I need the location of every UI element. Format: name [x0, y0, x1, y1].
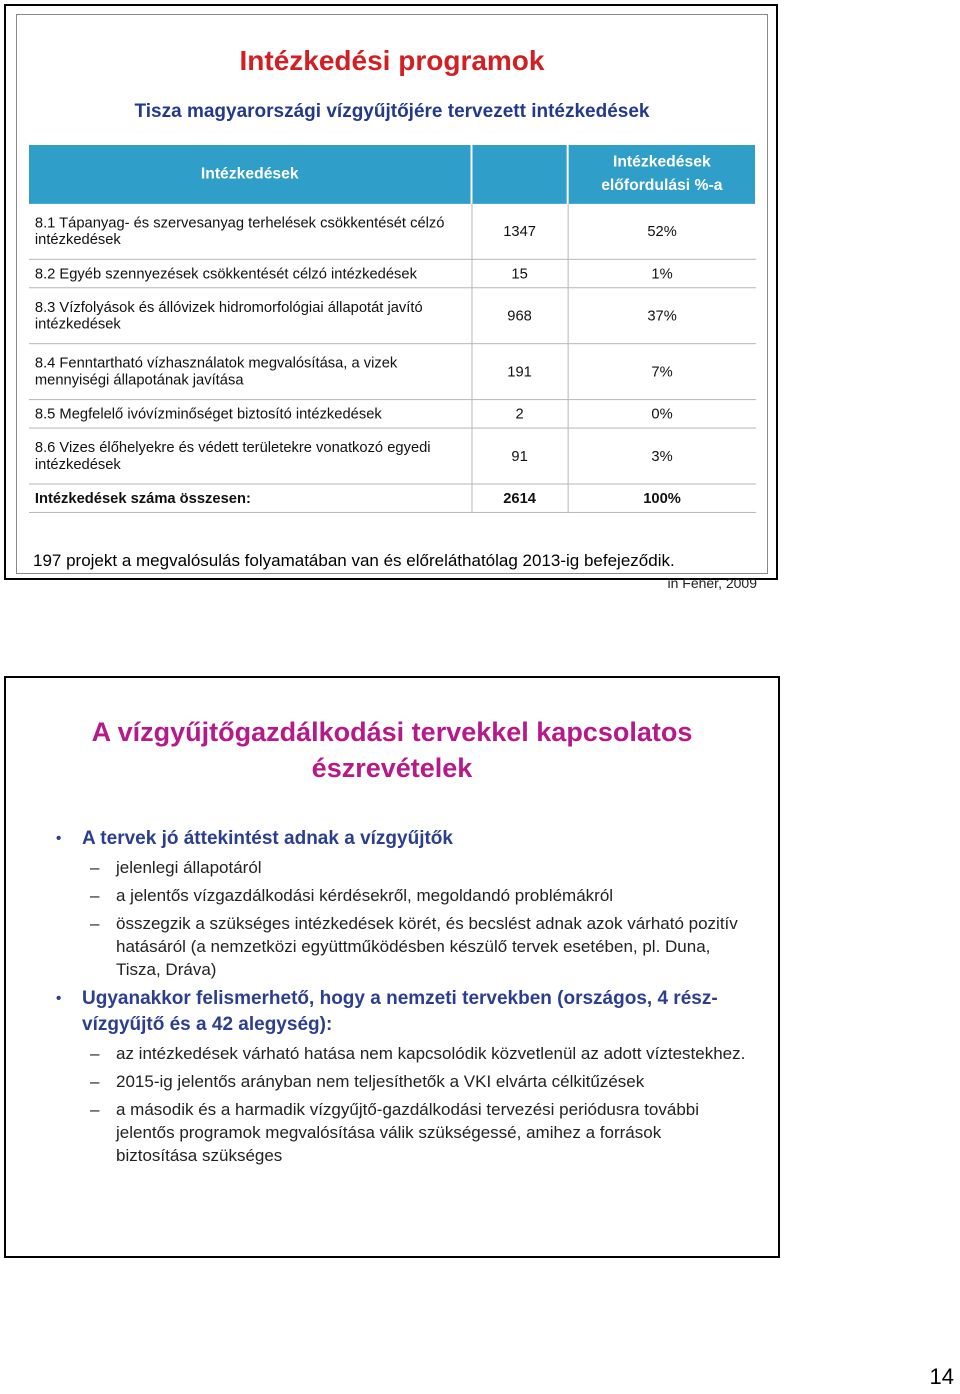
row-percent: 1%: [568, 259, 756, 287]
row-percent: 37%: [568, 288, 756, 344]
sub-text: az intézkedések várható hatása nem kapcsolódik közvetlenül az adott víztestekhez.: [116, 1044, 746, 1063]
slide-observations: [4, 676, 780, 1258]
bullet-dot-icon: •: [56, 990, 62, 1007]
row-label: 8.6 Vizes élőhelyekre és védett területekre vonatkozó egyedi intézkedések: [29, 428, 471, 484]
slide-measures: [4, 4, 778, 591]
sub-text: 2015-ig jelentős arányban nem teljesíthetők a VKI elvárta célkitűzések: [116, 1072, 645, 1091]
source-credit: in Fehér, 2009: [667, 575, 757, 591]
sub-item: [56, 1070, 746, 1093]
slide-subtitle: Tisza magyarországi vízgyűjtőjére tervezett intézkedések: [134, 101, 650, 122]
row-percent: 52%: [568, 204, 756, 259]
measures-table: [29, 145, 757, 513]
table-row: [29, 428, 756, 484]
table-header-row: [29, 145, 756, 204]
sub-item: [56, 912, 746, 981]
sub-text: jelenlegi állapotáról: [116, 858, 262, 877]
table-row: [29, 344, 756, 400]
page-number: 14: [929, 1364, 954, 1389]
row-count: 1347: [471, 204, 567, 259]
row-label: 8.2 Egyéb szennyezések csökkentését célzó intézkedések: [29, 259, 471, 287]
sub-text: összegzik a szükséges intézkedések körét, és becslést adnak azok várható pozitív hatásáról (a nemzetközi együttműködésben készülő tervek esetében, pl. Duna, Tisza, Dráva): [116, 914, 738, 979]
header-percent: Intézkedések előfordulási %-a: [568, 145, 756, 204]
sub-item: [56, 1042, 746, 1065]
sub-text: a második és a harmadik vízgyűjtő-gazdálkodási tervezési periódusra további jelentős programok megvalósítása válik szükségessé, amihez a források biztosítása szükséges: [116, 1100, 700, 1165]
total-percent: 100%: [568, 484, 756, 512]
dash-icon: –: [90, 1072, 100, 1091]
dash-icon: –: [90, 1100, 100, 1119]
sub-item: [56, 856, 746, 879]
slide-title: Intézkedési programok: [239, 45, 545, 76]
row-count: 91: [471, 428, 567, 484]
row-label: 8.5 Megfelelő ivóvízminőséget biztosító intézkedések: [29, 400, 471, 428]
dash-icon: –: [90, 886, 100, 905]
table-row: [29, 400, 756, 428]
slide-footer-note: 197 projekt a megvalósulás folyamatában van és előreláthatólag 2013-ig befejeződik.: [33, 551, 675, 570]
bullet-dot-icon: •: [56, 830, 62, 847]
dash-icon: –: [90, 858, 100, 877]
bullet-text: A tervek jó áttekintést adnak a vízgyűjtők: [82, 828, 453, 849]
slide-image-frame: [16, 14, 768, 591]
bullet-item: [56, 986, 746, 1038]
total-count: 2614: [471, 484, 567, 512]
sub-item: [56, 884, 746, 907]
row-label: 8.4 Fenntartható vízhasználatok megvalósítása, a vizek mennyiségi állapotának javítása: [29, 344, 471, 400]
table-row: [29, 259, 756, 287]
header-measures: Intézkedések: [29, 145, 471, 204]
row-count: 2: [471, 400, 567, 428]
row-percent: 3%: [568, 428, 756, 484]
title-line-2: észrevételek: [311, 753, 473, 783]
header-count: [471, 145, 567, 204]
dash-icon: –: [90, 1044, 100, 1063]
title-line-1: A vízgyűjtőgazdálkodási tervekkel kapcsolatos: [91, 717, 693, 747]
table-row: [29, 204, 756, 259]
bullet-list: [56, 826, 746, 1172]
dash-icon: –: [90, 914, 100, 933]
total-label: Intézkedések száma összesen:: [29, 484, 471, 512]
sub-item: [56, 1098, 746, 1167]
row-label: 8.3 Vízfolyások és állóvizek hidromorfológiai állapotát javító intézkedések: [29, 288, 471, 344]
bullet-text: Ugyanakkor felismerhető, hogy a nemzeti tervekben (országos, 4 rész-vízgyűjtő és a 42 alegység):: [82, 988, 718, 1035]
bullet-item: [56, 826, 746, 852]
row-count: 15: [471, 259, 567, 287]
row-percent: 0%: [568, 400, 756, 428]
sub-text: a jelentős vízgazdálkodási kérdésekről, megoldandó problémákról: [116, 886, 614, 905]
slide-title: [6, 714, 778, 786]
row-label: 8.1 Tápanyag- és szervesanyag terhelések csökkentését célzó intézkedések: [29, 204, 471, 259]
row-count: 191: [471, 344, 567, 400]
row-count: 968: [471, 288, 567, 344]
row-percent: 7%: [568, 344, 756, 400]
table-row: [29, 288, 756, 344]
table-total-row: [29, 484, 756, 512]
